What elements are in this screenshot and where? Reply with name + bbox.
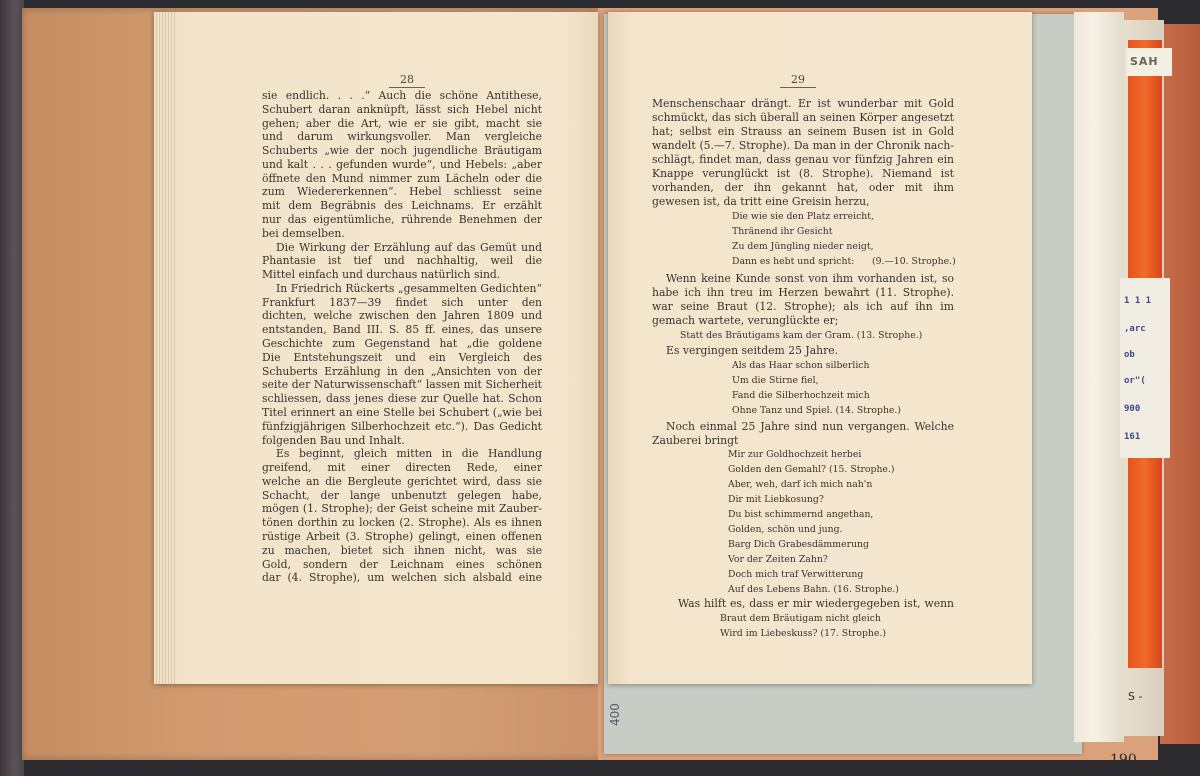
tab-note: S - [1128, 690, 1143, 703]
text-line: öffnete den Mund nimmer zum Lächeln oder die [262, 171, 542, 185]
verse-line: Auf des Lebens Bahn. (16. Strophe.) [728, 584, 899, 595]
text-line: schliessen, dass jenes diese zur Quelle hat. Schon [262, 392, 542, 406]
text-line: nur das eigentümliche, rührende Benehmen der [262, 213, 542, 227]
verse-line: Du bist schimmernd angethan, [728, 509, 874, 520]
text-line: Die Wirkung der Erzählung auf das Gemüt und [276, 240, 542, 254]
text-line: Es beginnt, gleich mitten in die Handlung [276, 447, 542, 461]
text-line: vorhanden, der ihn gekannt hat, oder mit ihm [652, 181, 954, 194]
text-line: schlägt, findet man, dass genau vor fünfzig Jahren ein [652, 153, 954, 166]
verse-line: Als das Haar schon silberlich [732, 360, 870, 371]
text-line: Frankfurt 1837—39 findet sich unter den [262, 295, 542, 309]
stacked-pages-edge [1074, 12, 1124, 742]
text-line: entstanden, Band III. S. 85 ff. eines, das unsere [262, 323, 542, 337]
page-number: 29 [791, 73, 805, 86]
text-line: Phantasie ist tief und nachhaltig, weil die [262, 254, 542, 268]
right-page [608, 12, 1032, 684]
text-line: gehen; aber die Art, wie er sie gibt, macht sie [262, 116, 542, 130]
verse-line: (9.—10. Strophe.) [872, 256, 956, 267]
text-line: tönen dorthin zu locken (2. Strophe). Als es ihnen [262, 516, 542, 530]
text-line: Titel erinnert an eine Stelle bei Schubert („wie bei [262, 405, 542, 419]
verse-line: Barg Dich Grabesdämmerung [728, 539, 869, 550]
verse-line: Zu dem Jüngling nieder neigt, [732, 241, 874, 252]
text-line: Zauberei bringt [652, 434, 739, 447]
verse-line: Wird im Liebeskuss? (17. Strophe.) [720, 628, 886, 639]
text-line: rüstige Arbeit (3. Strophe) gelingt, einen offenen [262, 529, 542, 543]
verse-line: Golden, schön und jung. [728, 524, 843, 535]
text-line: mögen (1. Strophe); der Geist scheine mit Zauber- [262, 502, 542, 516]
text-line: sie endlich. . . .“ Auch die schöne Antithese, [262, 89, 542, 102]
text-line: seite der Naturwissenschaft“ lassen mit Sicherheit [262, 378, 542, 392]
text-line: war seine Braut (12. Strophe); als ich auf ihn im [652, 300, 954, 313]
verse-line: Vor der Zeiten Zahn? [728, 554, 828, 565]
text-line: Knappe verunglückt ist (8. Strophe). Niemand ist [652, 167, 954, 180]
card-fragment: or"( [1124, 376, 1146, 386]
verse-line: Golden den Gemahl? (15. Strophe.) [728, 464, 895, 475]
page-number-rule [780, 87, 816, 88]
text-line: Noch einmal 25 Jahre sind nun vergangen. Welche [666, 420, 954, 433]
text-line: bei demselben. [262, 226, 345, 240]
text-line: Schuberts Erzählung in den „Ansichten von der [262, 364, 542, 378]
text-line: Schacht, der lange unbenutzt gelegen habe, [262, 488, 542, 502]
left-page [154, 12, 598, 684]
page-edges [154, 12, 176, 684]
card-fragment: ob [1124, 350, 1135, 360]
text-line: Menschenschaar drängt. Er ist wunderbar mit Gold [652, 97, 954, 110]
text-line: gemach wartete, verunglückte er; [652, 314, 839, 327]
text-line: schmückt, das sich überall an seinen Körper angesetzt [652, 111, 954, 124]
verse-line: Braut dem Bräutigam nicht gleich [720, 613, 881, 624]
page-number-rule [389, 87, 425, 88]
text-line: Gold, sondern der Leichnam eines schönen [262, 557, 542, 571]
verse-line: Ohne Tanz und Spiel. (14. Strophe.) [732, 405, 902, 416]
text-line: welche an die Bergleute gerichtet wird, dass sie [262, 474, 542, 488]
text-line: Was hilft es, dass er mir wiedergegeben ist, wenn [678, 597, 954, 610]
text-line: dichten, welche zwischen den Jahren 1809 und [262, 309, 542, 323]
text-line: folgenden Bau und Inhalt. [262, 433, 405, 447]
text-line: mit dem Begräbnis des Leichnams. Er erzählt [262, 199, 542, 213]
verse-line: Fand die Silberhochzeit mich [732, 390, 870, 401]
year-fragment: 190 [1110, 752, 1137, 768]
text-line: Schubert daran anknüpft, lässt sich Hebel nicht [262, 102, 542, 116]
book-cover-edge [0, 0, 24, 776]
verse-line: Aber, weh, darf ich mich nah'n [728, 479, 873, 490]
verse-line: Statt des Bräutigams kam der Gram. (13. Strophe.) [680, 330, 923, 341]
card-fragment: 900 [1124, 404, 1141, 414]
text-line: greifend, mit einer directen Rede, einer [262, 461, 542, 475]
text-line: fünfzigjährigen Silberhochzeit etc.“). Das Gedicht [262, 419, 542, 433]
text-line: In Friedrich Rückerts „gesammelten Gedichten“ [276, 281, 542, 295]
text-line: Mittel einfach und durchaus natürlich sind. [262, 268, 501, 282]
card-fragment: ,arc [1124, 324, 1146, 334]
text-line: Schuberts „wie der noch jugendliche Bräutigam [262, 144, 542, 158]
text-line: Wenn keine Kunde sonst von ihm vorhanden ist, so [666, 272, 954, 285]
verse-line: Doch mich traf Verwitterung [728, 569, 864, 580]
card-fragment: 161 [1124, 432, 1141, 442]
verse-line: Mir zur Goldhochzeit herbei [728, 449, 862, 460]
text-line: hat; selbst ein Strauss an seinem Busen ist in Gold [652, 125, 954, 138]
text-line: Geschichte zum Gegenstand hat „die goldene [262, 337, 542, 351]
text-line: Die Entstehungszeit und ein Vergleich des [262, 350, 542, 364]
text-line: zu machen, bietet sich ihnen nicht, was sie [262, 543, 542, 557]
text-line: zum Wiedererkennen“. Hebel schliesst seine [262, 185, 542, 199]
card-fragment: 1 1 1 [1124, 296, 1152, 306]
index-card [1120, 278, 1170, 458]
text-line: und darum wirkungsvoller. Man vergleiche [262, 130, 542, 144]
text-line: und kalt . . . gefunden wurde“, und Hebels: „aber [262, 157, 542, 171]
text-line: Es vergingen seitdem 25 Jahre. [666, 344, 839, 357]
page-number: 28 [400, 73, 414, 86]
pencil-note: 400 [608, 703, 622, 726]
verse-line: Die wie sie den Platz erreicht, [732, 211, 874, 222]
spine-label: SAH [1126, 48, 1172, 76]
text-line: dar (4. Strophe), um welchen sich alsbald eine [262, 571, 542, 585]
verse-line: Um die Stirne fiel, [732, 375, 819, 386]
verse-line: Thränend ihr Gesicht [732, 226, 833, 237]
text-line: habe ich ihn treu im Herzen bewahrt (11. Strophe). [652, 286, 954, 299]
verse-line: Dann es hebt und spricht: [732, 256, 855, 267]
verse-line: Dir mit Liebkosung? [728, 494, 824, 505]
text-line: gewesen ist, da tritt eine Greisin herzu, [652, 195, 870, 208]
text-line: wandelt (5.—7. Strophe). Da man in der Chronik nach- [652, 139, 954, 152]
